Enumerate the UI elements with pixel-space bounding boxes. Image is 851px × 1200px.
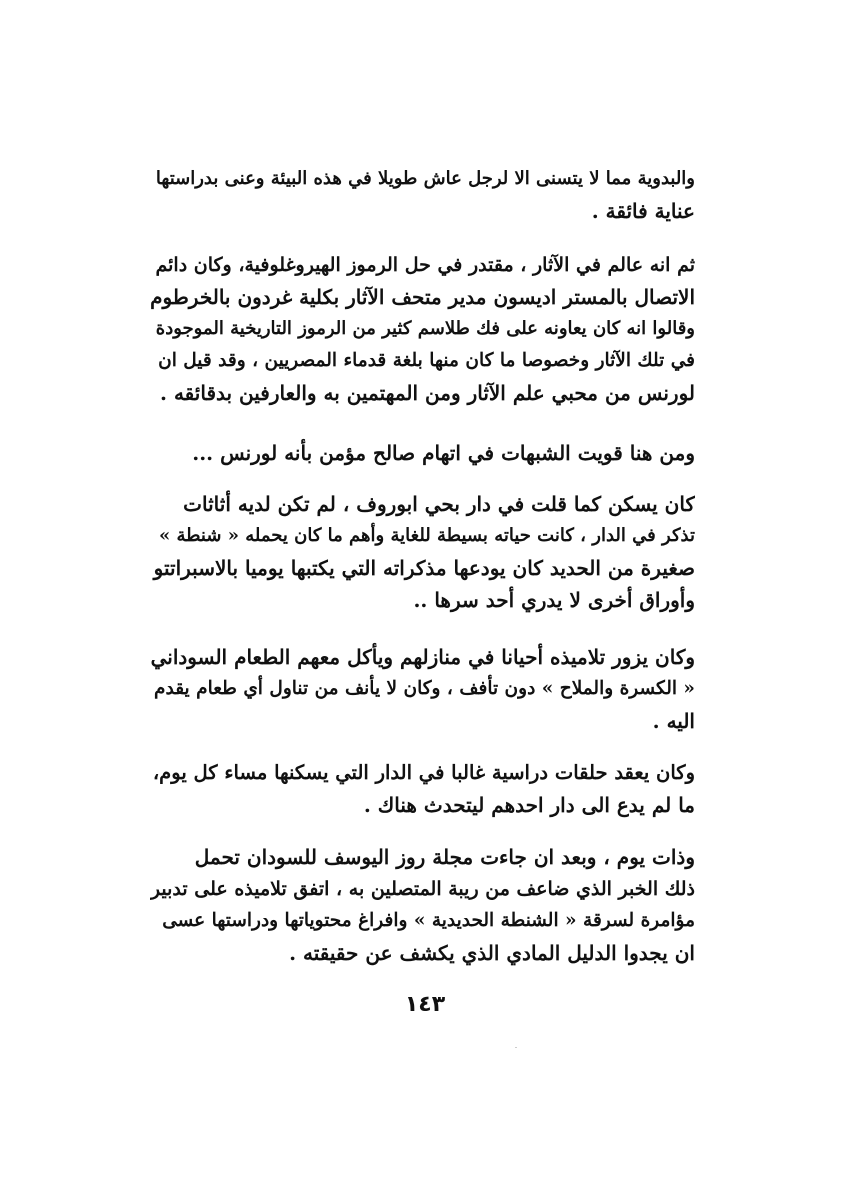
page-number: ١٤٣ [404, 992, 446, 1017]
paragraph-7 [150, 841, 695, 969]
paragraph-2 [150, 249, 695, 409]
paragraph-4-line-4: وأوراق أخرى لا يدري أحد سرها .. [413, 588, 695, 612]
paragraph-7-line-4: ان يجدوا الدليل المادي الذي يكشف عن حقيقته . [289, 941, 695, 965]
paragraph-2-line-3: وقالوا انه كان يعاونه على فك طلاسم كثير من الرموز التاريخية الموجودة [155, 318, 695, 339]
paragraph-1-line-2: عناية فائقة . [591, 199, 695, 223]
paragraph-1 [150, 163, 695, 227]
scan-speck [515, 1047, 517, 1048]
paragraph-6-line-2: ما لم يدع الى دار احدهم ليتحدث هناك . [363, 793, 695, 817]
paragraph-3-line-1: ومن هنا قويت الشبهات في اتهام صالح مؤمن بأنه لورنس ... [192, 441, 695, 465]
paragraph-7-line-1: وذات يوم ، وبعد ان جاءت مجلة روز اليوسف للسودان تحمل [194, 845, 695, 869]
paragraph-3 [150, 437, 695, 469]
paragraph-1-line-1: والبدوية مما لا يتسنى الا لرجل عاش طويلا في هذه البيئة وعنى بدراستها [155, 168, 695, 189]
paragraph-4 [150, 488, 695, 616]
paragraph-7-line-2: ذلك الخبر الذي ضاعف من ريبة المتصلين به ، اتفق تلاميذه على تدبير [150, 878, 695, 900]
paragraph-6 [150, 757, 695, 821]
paragraph-6-line-1: وكان يعقد حلقات دراسية غالبا في الدار التي يسكنها مساء كل يوم، [152, 761, 695, 784]
paragraph-5-line-3: اليه . [652, 709, 695, 733]
paragraph-7-line-3: مؤامرة لسرقة « الشنطة الحديدية » وافراغ محتوياتها ودراستها عسى [162, 910, 695, 931]
paragraph-2-line-2: الاتصال بالمستر اديسون مدير متحف الآثار بكلية غردون بالخرطوم [150, 285, 695, 309]
paragraph-5-line-2: « الكسرة والملاح » دون تأفف ، وكان لا يأنف من تناول أي طعام يقدم [154, 678, 695, 699]
paragraph-5 [150, 641, 695, 737]
paragraph-2-line-4: في تلك الآثار وخصوصا ما كان منها بلغة قدماء المصريين ، وقد قيل ان [158, 350, 695, 371]
paragraph-2-line-1: ثم انه عالم في الآثار ، مقتدر في حل الرموز الهيروغلوفية، وكان دائم [155, 254, 695, 276]
paragraph-2-line-5: لورنس من محبي علم الآثار ومن المهتمين به والعارفين بدقائقه . [160, 381, 695, 405]
paragraph-4-line-2: تذكر في الدار ، كانت حياته بسيطة للغاية وأهم ما كان يحمله « شنطة » [158, 525, 695, 546]
paragraph-4-line-1: كان يسكن كما قلت في دار بحي ابوروف ، لم تكن لديه أثاثات [183, 492, 695, 516]
paragraph-4-line-3: صغيرة من الحديد كان يودعها مذكراته التي يكتبها يوميا بالاسبراتتو [153, 556, 695, 580]
paragraph-5-line-1: وكان يزور تلاميذه أحيانا في منازلهم ويأكل معهم الطعام السوداني [150, 645, 695, 669]
